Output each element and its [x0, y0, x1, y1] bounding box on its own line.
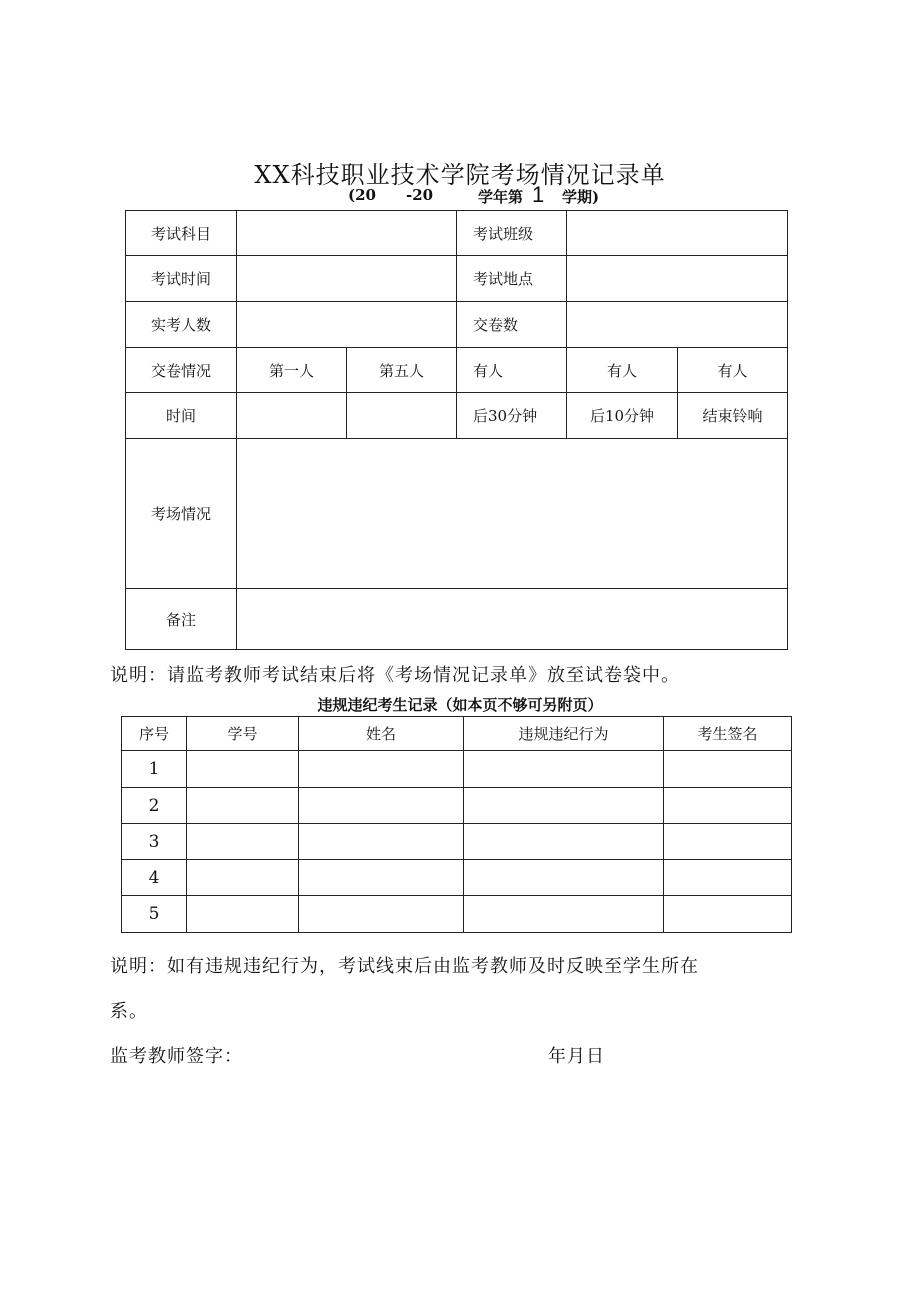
submit-count-2: 有人: [567, 348, 678, 393]
table-row: [122, 896, 792, 933]
student-id-cell[interactable]: [187, 896, 299, 933]
col-header-violation: 违规违纪行为: [464, 717, 664, 751]
table-row: [122, 751, 792, 788]
signature-cell[interactable]: [664, 824, 792, 860]
subtitle-semester-number: 1: [532, 182, 545, 207]
time-first-field[interactable]: [237, 393, 347, 439]
signature-cell[interactable]: [664, 860, 792, 896]
violation-table-title: 违规违纪考生记录（如本页不够可另附页）: [317, 696, 603, 714]
actual-count-field[interactable]: [237, 302, 457, 348]
col-header-seq: 序号: [122, 717, 187, 751]
table-row: [126, 211, 788, 256]
label-exam-time: 考试时间: [126, 256, 237, 302]
label-papers-submitted: 交卷数: [457, 302, 567, 348]
signature-cell[interactable]: [664, 896, 792, 933]
exam-location-field[interactable]: [567, 256, 788, 302]
label-submit-status: 交卷情况: [126, 348, 237, 393]
exam-class-field[interactable]: [567, 211, 788, 256]
student-id-cell[interactable]: [187, 751, 299, 788]
submit-count-3: 有人: [678, 348, 788, 393]
remark-field[interactable]: [237, 589, 788, 650]
table-row: [122, 788, 792, 824]
label-exam-location: 考试地点: [457, 256, 567, 302]
name-cell[interactable]: [299, 824, 464, 860]
table-row: [126, 439, 788, 589]
time-fifth-field[interactable]: [347, 393, 457, 439]
submit-fifth: 第五人: [347, 348, 457, 393]
table-row: [126, 348, 788, 393]
row-number: 1: [122, 751, 187, 788]
exam-time-field[interactable]: [237, 256, 457, 302]
violation-cell[interactable]: [464, 896, 664, 933]
violation-cell[interactable]: [464, 751, 664, 788]
row-number: 4: [122, 860, 187, 896]
label-actual-count: 实考人数: [126, 302, 237, 348]
name-cell[interactable]: [299, 860, 464, 896]
time-end-bell: 结束铃响: [678, 393, 788, 439]
name-cell[interactable]: [299, 896, 464, 933]
signature-date: 年月日: [548, 1046, 605, 1067]
col-header-signature: 考生签名: [664, 717, 792, 751]
subtitle-year-dash: -20: [406, 186, 434, 204]
violation-cell[interactable]: [464, 860, 664, 896]
papers-submitted-field[interactable]: [567, 302, 788, 348]
note-record-instructions: 说明：请监考教师考试结束后将《考场情况记录单》放至试卷袋中。: [110, 665, 680, 686]
col-header-name: 姓名: [299, 717, 464, 751]
submit-count-1: 有人: [457, 348, 567, 393]
subtitle-close: 学期): [562, 188, 600, 206]
signature-cell[interactable]: [664, 788, 792, 824]
label-exam-situation: 考场情况: [126, 439, 237, 589]
violation-cell[interactable]: [464, 824, 664, 860]
table-header-row: [122, 717, 792, 751]
label-exam-class: 考试班级: [457, 211, 567, 256]
label-time: 时间: [126, 393, 237, 439]
exam-record-table: [125, 210, 788, 650]
table-row: [126, 302, 788, 348]
time-after-30min: 后30分钟: [457, 393, 567, 439]
name-cell[interactable]: [299, 788, 464, 824]
signature-cell[interactable]: [664, 751, 792, 788]
name-cell[interactable]: [299, 751, 464, 788]
subtitle-semester: 学年第: [478, 188, 524, 206]
student-id-cell[interactable]: [187, 788, 299, 824]
table-row: [122, 860, 792, 896]
invigilator-signature-label: 监考教师签字：: [110, 1046, 243, 1067]
page-title: XX科技职业技术学院考场情况记录单: [254, 161, 666, 189]
label-exam-subject: 考试科目: [126, 211, 237, 256]
subtitle-year-open: (20: [348, 186, 376, 204]
time-after-10min: 后10分钟: [567, 393, 678, 439]
exam-situation-field[interactable]: [237, 439, 788, 589]
violation-cell[interactable]: [464, 788, 664, 824]
note-violation-line2: 系。: [110, 1001, 148, 1022]
table-row: [126, 256, 788, 302]
label-remark: 备注: [126, 589, 237, 650]
table-row: [126, 393, 788, 439]
exam-subject-field[interactable]: [237, 211, 457, 256]
student-id-cell[interactable]: [187, 860, 299, 896]
row-number: 3: [122, 824, 187, 860]
row-number: 2: [122, 788, 187, 824]
submit-first: 第一人: [237, 348, 347, 393]
note-violation-line1: 说明：如有违规违纪行为，考试线束后由监考教师及时反映至学生所在: [110, 956, 699, 977]
table-row: [126, 589, 788, 650]
violation-table: [121, 716, 792, 933]
col-header-student-id: 学号: [187, 717, 299, 751]
row-number: 5: [122, 896, 187, 933]
table-row: [122, 824, 792, 860]
student-id-cell[interactable]: [187, 824, 299, 860]
